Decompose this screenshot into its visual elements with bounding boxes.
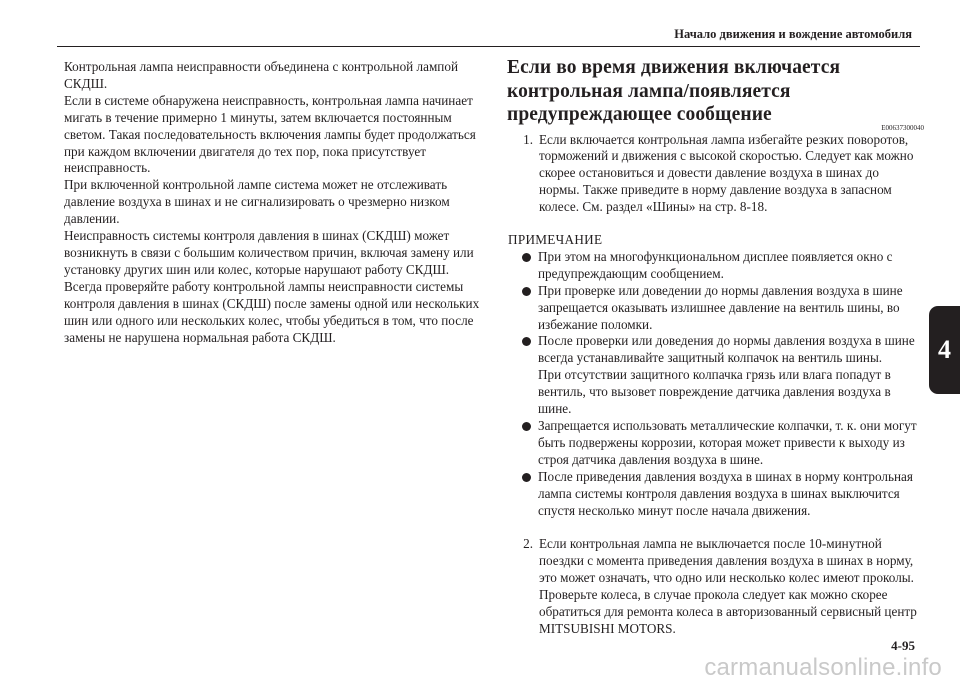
note-bullet	[507, 333, 922, 418]
section-title-line: Если во время движения включается	[507, 57, 841, 78]
section-title-line: контрольная лампа/появляется	[507, 80, 791, 102]
note-bullet	[507, 469, 922, 520]
note-text: При этом на многофункциональном дисплее появляется окно с предупреждающим сообщением.	[538, 248, 893, 281]
numbered-item	[507, 536, 922, 637]
bullet-icon	[507, 418, 538, 469]
item-text: Если контрольная лампа не выключается после 10-минутной поездки с момента приведения давления воздуха в шинах в норму, это может означать, что одно или несколько колес имеют проколы. Проверьте колеса, в случае прокола следует как можно скорее обратиться для ремонта колеса в авторизованный сервисный центр MITSUBISHI MOTORS.	[539, 536, 917, 636]
numbered-item	[507, 132, 922, 217]
note-bullet	[507, 418, 922, 469]
item-text: Если включается контрольная лампа избегайте резких поворотов, торможений и движения с высокой скоростью. Следует как можно скорее остановиться и довести давление воздуха в шинах до нормы. Также приведите в норму давление воздуха в запасном колесе. См. раздел «Шины» на стр. 8-18.	[539, 131, 914, 215]
paragraph: Неисправность системы контроля давления в шинах (СКДШ) может возникнуть в связи с большим количеством причин, включая замену или установку других шин или колес, которые нарушают работу СКДШ.	[64, 228, 474, 277]
note-bullet	[507, 249, 922, 283]
item-number: 1.	[523, 131, 533, 147]
note-text-part: При отсутствии защитного колпачка грязь или влага попадут в вентиль, что вызовет повреждение датчика давления воздуха в шине.	[538, 367, 891, 417]
bullet-icon	[507, 333, 538, 418]
section-code: E00637300040	[881, 123, 924, 132]
bullet-icon	[507, 283, 538, 334]
note-bullet	[507, 283, 922, 334]
section-title-line: предупреждающее сообщение	[507, 104, 772, 125]
paragraph: Всегда проверяйте работу контрольной лампы неисправности системы контроля давления в шинах (СКДШ) после замены одной или нескольких шин или одного или нескольких колес, чтобы убедиться в том, что после замены не нарушена нормальная работа СКДШ.	[64, 278, 480, 345]
left-column	[64, 59, 484, 346]
note-text: При проверке или доведении до нормы давления воздуха в шине запрещается оказывать излишнее давление на вентиль шины, во избежание поломки.	[538, 282, 903, 332]
note-heading: ПРИМЕЧАНИЕ	[508, 232, 603, 248]
watermark: carmanualsonline.info	[704, 654, 942, 681]
item-number: 2.	[523, 536, 533, 552]
paragraph: Если в системе обнаружена неисправность, контрольная лампа начинает мигать в течение примерно 1 минуты, затем включается постоянным светом. Такая последовательность включения лампы будет продолжаться при каждом включении двигателя до тех пор, пока присутствует неисправность.	[64, 92, 476, 176]
right-column	[507, 56, 922, 638]
note-text-part: После проверки или доведения до нормы давления воздуха в шине всегда устанавливайте защитный колпачок на вентиль шины.	[538, 333, 915, 366]
running-header: Начало движения и вождение автомобиля	[674, 27, 912, 41]
note-text: Запрещается использовать металлические колпачки, т. к. они могут быть подвержены коррозии, которая может привести к выходу из строя датчика давления воздуха в шине.	[538, 418, 917, 467]
page-number: 4-95	[891, 638, 915, 653]
bullet-icon	[507, 249, 538, 283]
paragraph: Контрольная лампа неисправности объединена с контрольной лампой СКДШ.	[64, 59, 459, 91]
note-text	[538, 333, 922, 418]
note-text: После приведения давления воздуха в шинах в норму контрольная лампа системы контроля давления воздуха в шинах выключится спустя несколько минут после начала движения.	[538, 468, 913, 518]
header-divider	[57, 46, 920, 47]
section-title	[507, 56, 922, 127]
paragraph: При включенной контрольной лампе система может не отслеживать давление воздуха в шинах и не сигнализировать о чрезмерно низком давлении.	[64, 177, 450, 227]
bullet-icon	[507, 469, 538, 520]
chapter-tab: 4	[929, 306, 960, 394]
